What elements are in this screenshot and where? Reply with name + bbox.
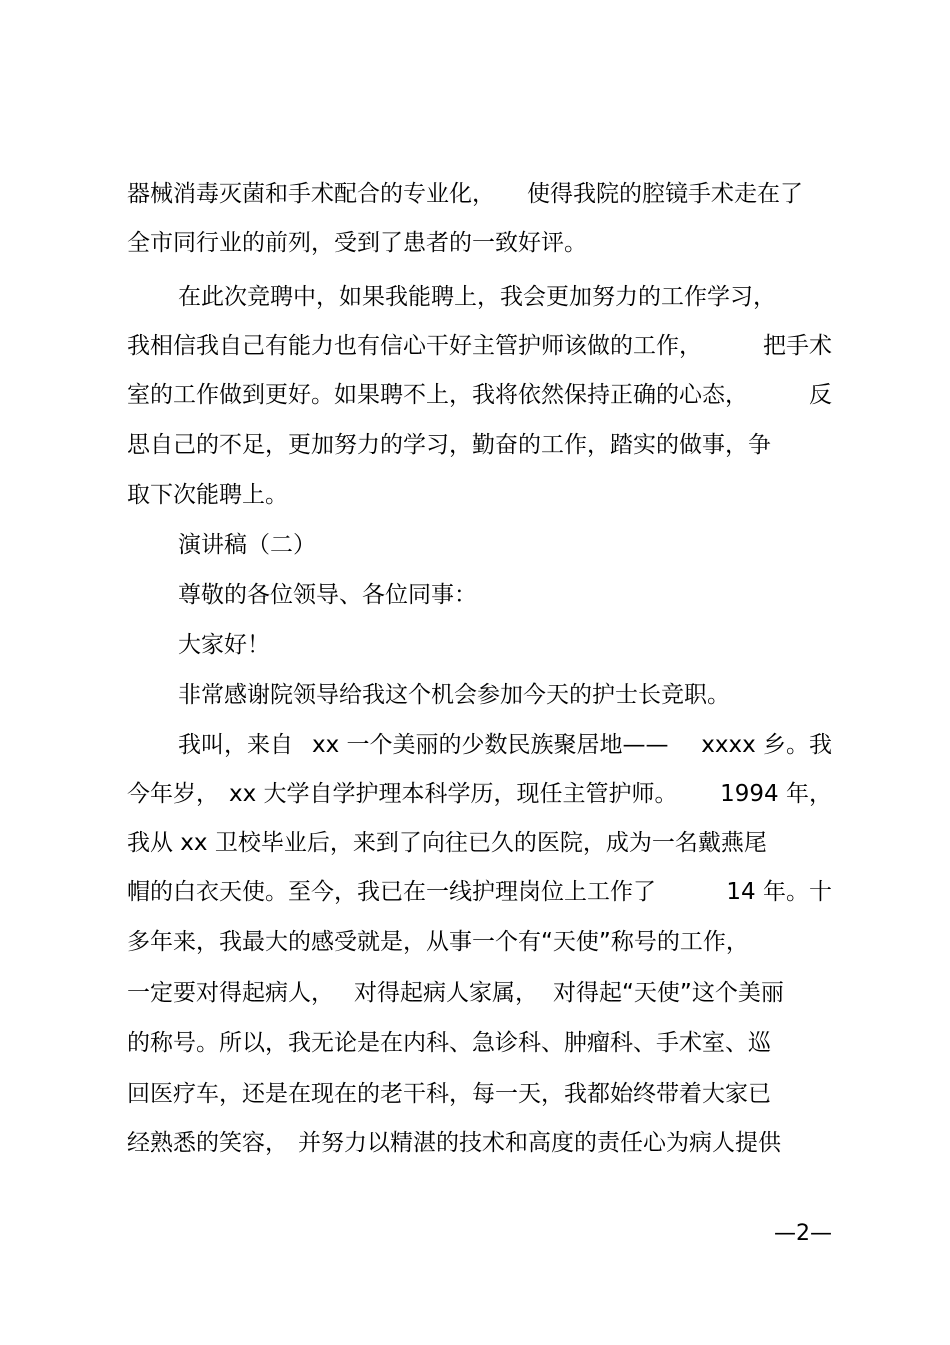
greeting: 大家好！ <box>178 632 270 658</box>
text-line-17a: 经熟悉的笑容， <box>127 1130 288 1156</box>
text-line-10b: xx 大学自学护理本科学历，现任主管护师。 <box>229 781 678 807</box>
text-line-7: 取下次能聘上。 <box>127 482 288 508</box>
text-line-17b: 并努力以精湛的技术和高度的责任心为病人提供 <box>298 1130 781 1156</box>
text-line-15: 的称号。所以，我无论是在内科、急诊科、肿瘤科、手术室、巡 <box>127 1030 771 1056</box>
text-line-11: 我从 xx 卫校毕业后，来到了向往已久的医院，成为一名戴燕尾 <box>127 830 767 856</box>
section-heading: 演讲稿（二） <box>178 532 316 558</box>
text-line-16: 回医疗车，还是在现在的老干科，每一天，我都始终带着大家已 <box>127 1081 771 1107</box>
salutation: 尊敬的各位领导、各位同事： <box>178 582 477 608</box>
text-line-14b: 对得起病人家属， <box>354 980 538 1006</box>
text-line-10a: 今年岁， <box>127 781 219 807</box>
text-line-4a: 我相信我自己有能力也有信心干好主管护师该做的工作， <box>127 333 702 359</box>
text-line-9b: xx 一个美丽的少数民族聚居地—— <box>312 732 669 758</box>
text-line-9c: xxxx 乡。我 <box>701 732 832 758</box>
text-line-10c: 1994 年， <box>720 781 832 807</box>
text-line-6: 思自己的不足，更加努力的学习，勤奋的工作，踏实的做事，争 <box>127 432 771 458</box>
text-line-12a: 帽的白衣天使。至今，我已在一线护理岗位上工作了 <box>127 879 656 905</box>
text-line-5a: 室的工作做到更好。如果聘不上，我将依然保持正确的心态， <box>127 382 748 408</box>
text-line-4b: 把手术 <box>763 333 832 359</box>
page-number: —2— <box>774 1221 832 1246</box>
text-line-1b: 使得我院的腔镜手术走在了 <box>527 181 803 207</box>
text-line-2: 全市同行业的前列，受到了患者的一致好评。 <box>127 230 587 256</box>
text-line-9a: 我叫，来自 <box>178 732 293 758</box>
text-line-8: 非常感谢院领导给我这个机会参加今天的护士长竞职。 <box>178 682 730 708</box>
text-line-13: 多年来，我最大的感受就是，从事一个有“天使”称号的工作， <box>127 929 749 955</box>
text-line-5b: 反 <box>809 382 832 408</box>
text-line-14c: 对得起“天使”这个美丽 <box>553 980 784 1006</box>
text-line-3: 在此次竞聘中，如果我能聘上，我会更加努力的工作学习， <box>178 284 776 310</box>
text-line-1a: 器械消毒灭菌和手术配合的专业化， <box>127 181 495 207</box>
text-line-12b: 14 年。十 <box>726 879 832 905</box>
text-line-14a: 一定要对得起病人， <box>127 980 334 1006</box>
